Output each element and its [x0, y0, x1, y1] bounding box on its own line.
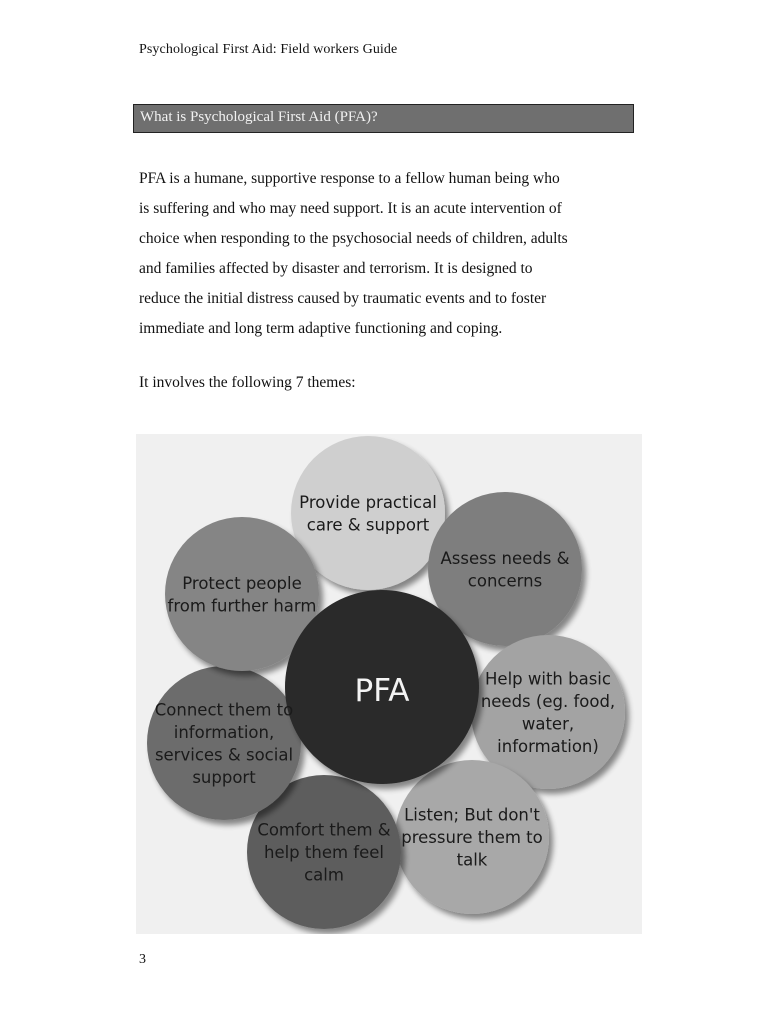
- intro-line: choice when responding to the psychosocial needs of children, adults: [139, 230, 568, 247]
- intro-line: PFA is a humane, supportive response to a fellow human being who: [139, 170, 560, 187]
- theme-label-line: information): [497, 736, 599, 756]
- intro-line: and families affected by disaster and terrorism. It is designed to: [139, 260, 533, 277]
- theme-label-line: services & social: [154, 745, 294, 765]
- section-heading-text: What is Psychological First Aid (PFA)?: [140, 109, 378, 125]
- theme-node: [291, 436, 445, 590]
- section-heading: [133, 104, 634, 133]
- theme-label-line: care & support: [306, 515, 430, 535]
- theme-label-line: help them feel: [263, 843, 385, 862]
- intro-line: immediate and long term adaptive functioning and coping.: [139, 320, 503, 337]
- theme-label-line: water,: [521, 714, 575, 734]
- theme-circle: [291, 436, 445, 590]
- intro-line: is suffering and who may need support. It is an acute intervention of: [139, 200, 562, 217]
- theme-label-line: talk: [456, 850, 488, 870]
- theme-label-line: Protect people: [182, 573, 302, 593]
- pfa-themes-diagram: [136, 434, 642, 934]
- theme-label-line: information,: [173, 722, 275, 742]
- theme-label-line: from further harm: [167, 596, 317, 616]
- page-number: 3: [139, 952, 146, 967]
- theme-label-line: Listen; But don't: [404, 805, 540, 825]
- theme-label-line: support: [192, 767, 256, 787]
- theme-label-line: Help with basic: [485, 669, 611, 689]
- pfa-diagram-svg: [136, 434, 642, 934]
- theme-label-line: concerns: [467, 571, 543, 591]
- intro-line: reduce the initial distress caused by traumatic events and to foster: [139, 290, 547, 307]
- theme-label-line: pressure them to: [401, 828, 543, 847]
- theme-label-line: Provide practical: [299, 492, 437, 512]
- themes-lead: It involves the following 7 themes:: [139, 374, 356, 391]
- running-header: Psychological First Aid: Field workers Guide: [139, 42, 398, 57]
- theme-node: [147, 666, 301, 820]
- theme-circle: [147, 666, 301, 820]
- theme-label-line: Assess needs &: [440, 548, 570, 568]
- theme-label-line: Connect them to: [154, 700, 294, 720]
- theme-label-line: calm: [304, 865, 344, 885]
- intro-paragraph: [139, 164, 639, 344]
- theme-label-line: needs (eg. food,: [480, 691, 616, 711]
- center-label: PFA: [354, 673, 410, 709]
- theme-label-line: Comfort them &: [257, 820, 391, 840]
